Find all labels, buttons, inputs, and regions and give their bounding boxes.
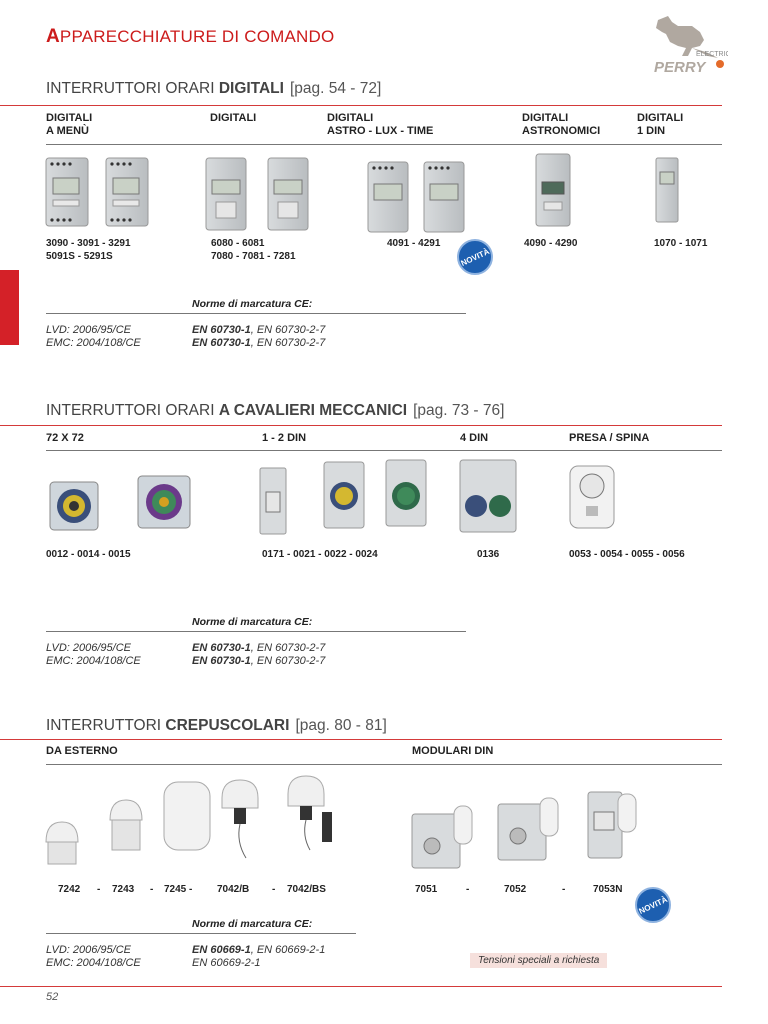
section1-category: DIGITALI ASTRO - LUX - TIME [327,112,434,137]
section1-reg-right: EN 60730-1, EN 60730-2-7 EN 60730-1, EN 60730-2-7 [192,324,326,349]
section2-code: 0136 [477,549,500,560]
svg-text:NOVITÀ: NOVITÀ [459,246,491,268]
timer-din-image [386,460,426,526]
section3-subrule [46,764,722,765]
section3-code: 7245 - [164,884,193,895]
section1-heading: INTERRUTTORI ORARI DIGITALI [pag. 54 - 72] [46,80,382,97]
page-title [46,26,334,48]
sensor-7042bs-image [288,776,332,850]
timer-4090-image [536,154,570,226]
section1-category: DIGITALI 1 DIN [637,112,684,137]
logo-text: PERRY [654,59,706,76]
section2-code: 0053 - 0054 - 0055 - 0056 [569,549,685,560]
section3-code-separator: - [562,884,566,895]
section1-category: DIGITALI A MENÙ [46,112,93,137]
section3-rule [0,739,722,740]
timer-4din-image [460,460,516,532]
section2-category: 1 - 2 DIN [262,432,307,444]
section1-code: 4091 - 4291 [387,238,441,249]
section3-heading: INTERRUTTORI CREPUSCOLARI [pag. 80 - 81] [46,717,387,734]
section3-code-separator: - [466,884,470,895]
section3-code: 7042/B [217,884,250,895]
svg-text:NOVITÀ: NOVITÀ [637,894,669,916]
timer-6080-image [206,158,246,230]
din-crepuscular-7051-image [412,806,472,868]
section2-category: PRESA / SPINA [569,432,650,444]
section1-subrule [46,144,722,145]
section3-code: 7242 [58,884,81,895]
timer-1070-image [656,158,678,222]
timer-7080-image [268,158,308,230]
section1-code: 3090 - 3091 - 3291 5091S - 5291S [46,238,131,262]
section2-subrule [46,450,722,451]
footer-rule [0,986,722,987]
section3-code: 7051 [415,884,438,895]
section2-product-images [40,456,720,542]
timer-4291-image [424,162,464,232]
section1-code: 4090 - 4290 [524,238,578,249]
section3-product-images [40,772,720,882]
timer-3091-image [106,158,148,226]
novita-badge-icon [634,886,672,924]
section2-norme-rule [46,631,466,632]
section2-heading: INTERRUTTORI ORARI A CAVALIERI MECCANICI [pag. 73 - 76] [46,402,505,419]
section1-code: 6080 - 6081 7080 - 7081 - 7281 [211,238,296,262]
section3-reg-left: LVD: 2006/95/CE EMC: 2004/108/CE [46,944,141,969]
timer-plug-image [570,466,614,528]
sensor-7245-image [164,782,210,850]
section1-norme-rule [46,313,466,314]
timer-3090-image [46,158,88,226]
section3-category: MODULARI DIN [412,745,494,757]
din-crepuscular-7052-image [498,798,558,860]
logo-dot-icon [716,60,724,68]
section1-code: 1070 - 1071 [654,238,708,249]
section3-code-separator: - [97,884,101,895]
section2-category: 4 DIN [460,432,489,444]
timer-4091-image [368,162,408,232]
section2-rule [0,425,722,426]
perry-electric-logo [648,12,728,76]
special-voltage-note: Tensioni speciali a richiesta [470,953,607,968]
sensor-7243-image [110,800,142,850]
section3-category: DA ESTERNO [46,745,118,757]
sensor-7042b-image [222,780,258,858]
timer-din-image [324,462,364,528]
section3-code-separator: - [150,884,154,895]
title-rest: PPARECCHIATURE DI COMANDO [59,27,335,46]
din-crepuscular-7053n-image [588,792,636,858]
section1-norme-label: Norme di marcatura CE: [192,298,313,310]
chapter-side-tab [0,270,19,345]
timer-72x72-image [138,476,190,528]
sensor-7242-image [46,822,78,864]
section2-norme-label: Norme di marcatura CE: [192,616,313,628]
section2-code: 0012 - 0014 - 0015 [46,549,131,560]
timer-72x72-image [50,482,98,530]
section1-category: DIGITALI [210,112,257,124]
section2-code: 0171 - 0021 - 0022 - 0024 [262,549,378,560]
section3-code: 7053N [593,884,623,895]
section1-rule [0,105,722,106]
section3-code: 7042/BS [287,884,326,895]
section3-code-separator: - [272,884,276,895]
title-initial: A [46,26,60,47]
section1-product-images [40,150,720,238]
section1-category: DIGITALI ASTRONOMICI [522,112,601,137]
section2-category: 72 X 72 [46,432,84,444]
section3-code: 7243 [112,884,135,895]
novita-badge-icon [456,238,494,276]
section1-reg-left: LVD: 2006/95/CE EMC: 2004/108/CE [46,324,141,349]
section3-norme-rule [46,933,356,934]
page-number: 52 [46,991,59,1003]
section2-reg-left: LVD: 2006/95/CE EMC: 2004/108/CE [46,642,141,667]
section2-reg-right: EN 60730-1, EN 60730-2-7 EN 60730-1, EN 60730-2-7 [192,642,326,667]
section3-norme-label: Norme di marcatura CE: [192,918,313,930]
section3-reg-right: EN 60669-1, EN 60669-2-1 EN 60669-2-1 [192,944,326,969]
section3-code: 7052 [504,884,527,895]
logo-subtext: ELECTRIC [696,51,728,58]
timer-din-image [260,468,286,534]
